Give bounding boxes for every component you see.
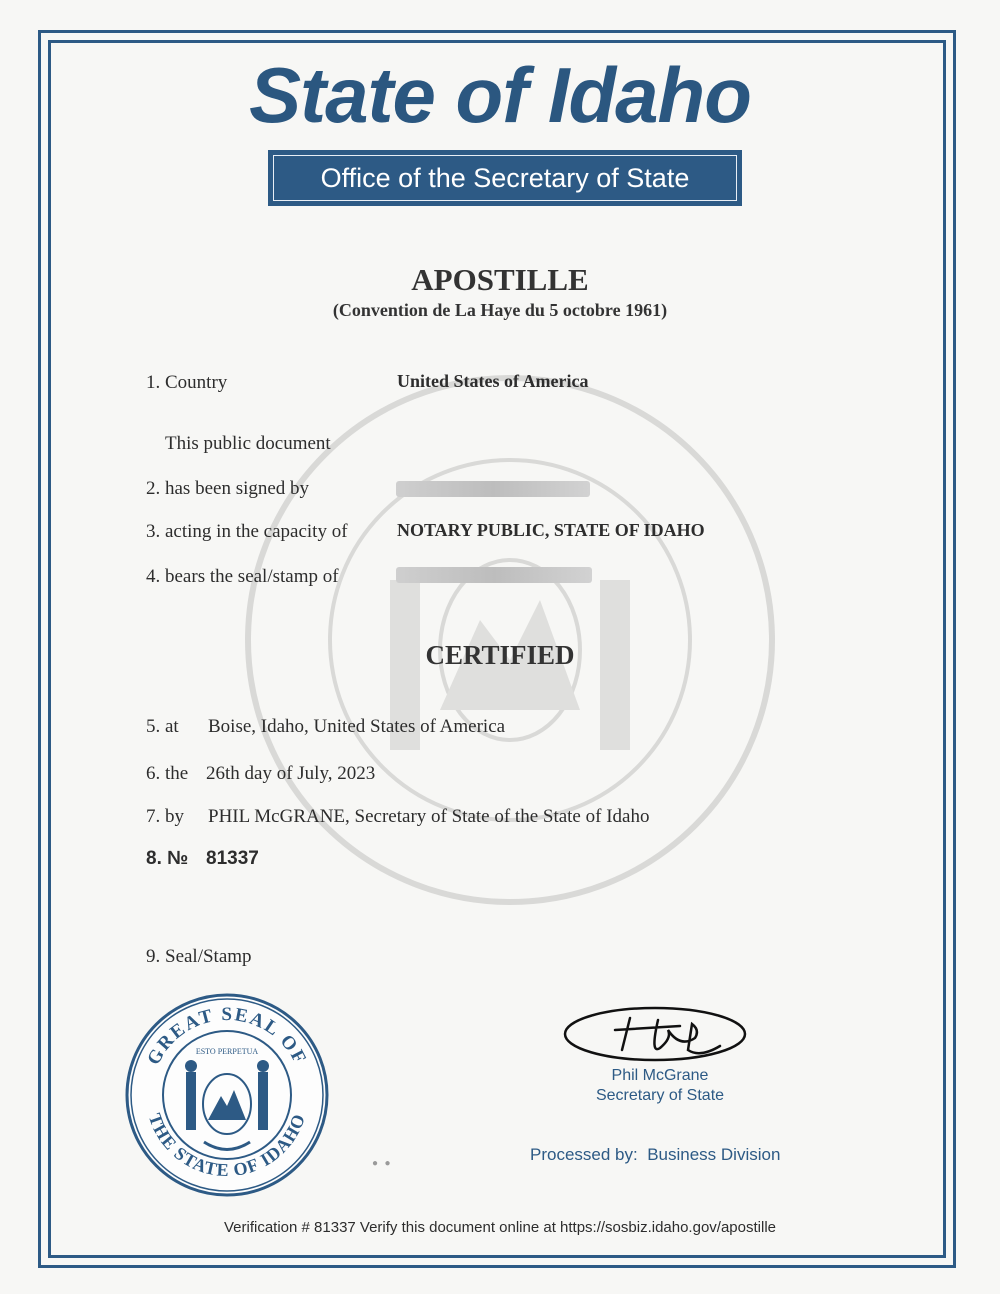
- processed-value: Business Division: [647, 1145, 781, 1164]
- signed-by-label: 2. has been signed by: [146, 478, 310, 499]
- seal-top-text: GREAT SEAL OF: [143, 1003, 311, 1069]
- public-document-label: This public document: [165, 433, 331, 454]
- redacted-signer: [396, 481, 590, 497]
- processed-by: [530, 1145, 780, 1165]
- date-label: 6. the: [146, 763, 189, 784]
- seal-of-label: 4. bears the seal/stamp of: [146, 566, 339, 587]
- at-label: 5. at: [146, 716, 179, 737]
- seal-motto: ESTO PERPETUA: [195, 1047, 259, 1056]
- seal-stamp-label: 9. Seal/Stamp: [146, 946, 252, 967]
- verification-footer: Verification # 81337 Verify this document online at https://sosbiz.idaho.gov/apostille: [223, 1219, 776, 1236]
- convention-subheading: (Convention de La Haye du 5 octobre 1961): [332, 300, 668, 320]
- certified-heading: CERTIFIED: [425, 640, 575, 670]
- processed-label: Processed by:: [530, 1145, 638, 1164]
- signatory-name: Phil McGrane: [611, 1067, 709, 1084]
- document-title: State of Idaho: [249, 51, 751, 139]
- at-value: Boise, Idaho, United States of America: [208, 716, 506, 737]
- office-banner-text: Office of the Secretary of State: [273, 155, 737, 201]
- country-label: 1. Country: [146, 372, 228, 393]
- capacity-value: NOTARY PUBLIC, STATE OF IDAHO: [397, 520, 705, 540]
- by-label: 7. by: [146, 806, 184, 827]
- signature-icon: [560, 1000, 760, 1070]
- number-value: 81337: [206, 848, 259, 869]
- date-value: 26th day of July, 2023: [206, 763, 376, 784]
- country-value: United States of America: [397, 371, 589, 391]
- by-value: PHIL McGRANE, Secretary of State of the State of Idaho: [208, 806, 650, 827]
- seal-bottom-text: THE STATE OF IDAHO: [144, 1110, 310, 1181]
- decorative-dots: ● ●: [372, 1158, 393, 1169]
- office-banner: [268, 150, 742, 206]
- signatory-title: Secretary of State: [595, 1087, 725, 1104]
- capacity-label: 3. acting in the capacity of: [146, 521, 348, 542]
- redacted-seal-holder: [396, 567, 592, 583]
- apostille-heading: APOSTILLE: [411, 262, 589, 297]
- great-seal-icon: [124, 992, 330, 1198]
- number-label: 8. №: [146, 848, 189, 869]
